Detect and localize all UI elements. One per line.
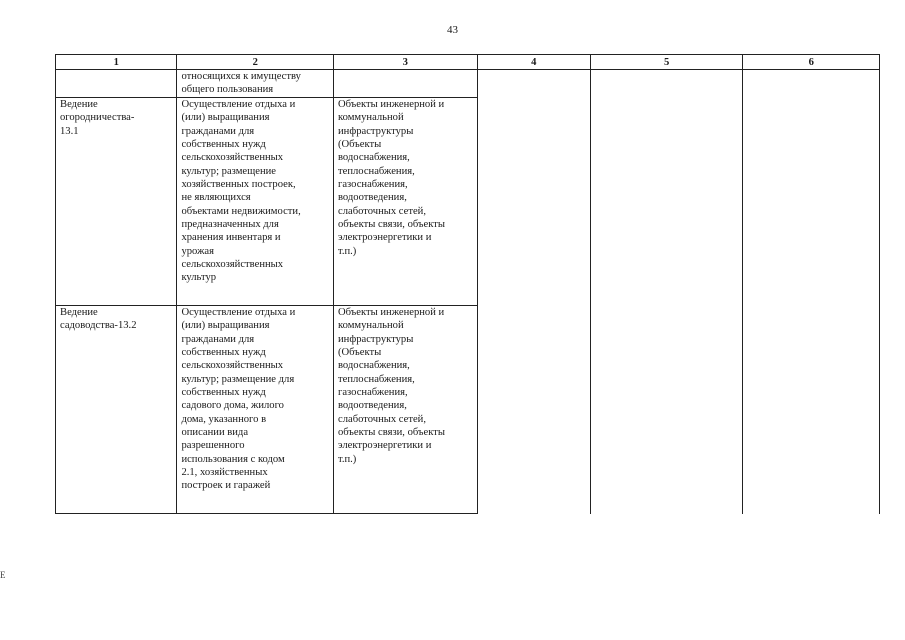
cell-line: Ведение [60,307,98,318]
cell-line: сельскохозяйственных [181,152,284,164]
cell-line: инфраструктуры [338,333,414,345]
header-col-5: 5 [590,55,743,70]
cell-line: инфраструктуры [338,125,414,137]
cell-activity-description [177,306,334,514]
cell-infrastructure [334,306,478,514]
cell-line: Объекты инженерной и [338,307,445,318]
cell-line: садового дома, жилого [181,400,284,412]
cell-line: слаботочных сетей, [338,413,426,425]
header-row [56,55,880,70]
cell-activity-description [177,98,334,306]
cell-line: садоводства-13.2 [60,320,137,332]
cell-line: дома, указанного в [181,413,267,425]
cell-line: сельскохозяйственных [181,360,284,372]
cell-line: электроэнергетики и [338,232,432,244]
cell-line: 13.1 [60,125,79,137]
cell-line: (Объекты [338,139,382,151]
cell-activity-name [56,306,177,514]
cell-line: водоснабжения, [338,360,410,372]
cell-line: описании вида [181,427,249,439]
cell-line: хранения инвентаря и [181,232,281,244]
cell-line: теплоснабжения, [338,373,415,385]
cell-line: электроэнергетики и [338,440,432,452]
cell-line: относящихся к имуществу [181,71,301,82]
cell-line: газоснабжения, [338,387,408,399]
cell-line: т.п.) [338,245,357,257]
header-col-2: 2 [177,55,334,70]
cell-line: Осуществление отдыха и [181,307,296,318]
cell-line: не являющихся [181,192,251,204]
empty-column-5 [590,70,743,514]
cell-line: теплоснабжения, [338,165,415,177]
header-col-6: 6 [743,55,880,70]
cell-infrastructure [334,98,478,306]
cell-line: культур; размещение для [181,373,295,385]
empty-column-6 [743,70,880,514]
cell-line: сельскохозяйственных [181,259,284,271]
cell-line: Ведение [60,99,98,110]
cell-line: водоотведения, [338,192,407,204]
cell-line: гражданами для [181,333,255,345]
cell-line: собственных нужд [181,387,266,399]
page-number: 43 [447,24,458,36]
cell-line: объектами недвижимости, [181,205,301,217]
cell-line: собственных нужд [181,139,266,151]
cell-line: 2.1, хозяйственных [181,467,268,479]
cell-line: культур; размещение [181,165,276,177]
cell-line: собственных нужд [181,347,266,359]
cell-line: гражданами для [181,125,255,137]
land-use-table [55,54,880,514]
cell-line: культур [181,272,217,284]
cell-line: (или) выращивания [181,320,270,332]
cell-line: объекты связи, объекты [338,219,445,231]
cell-line: Объекты инженерной и [338,99,445,110]
cell-line: урожая [181,245,214,257]
cell-line: слаботочных сетей, [338,205,426,217]
header-col-4: 4 [477,55,590,70]
cell-line: Осуществление отдыха и [181,99,296,110]
cell-line: предназначенных для [181,219,279,231]
cell-line: (или) выращивания [181,112,270,124]
cell-line: газоснабжения, [338,179,408,191]
cell-line: построек и гаражей [181,480,271,492]
cell-line: коммунальной [338,320,404,332]
cell-line: общего пользования [181,84,274,96]
cell-line: водоснабжения, [338,152,410,164]
cell-continuation-col1 [56,70,177,98]
cell-line: т.п.) [338,453,357,465]
cell-line: коммунальной [338,112,404,124]
cell-line: (Объекты [338,347,382,359]
header-col-1: 1 [56,55,177,70]
empty-column-4 [477,70,590,514]
table-row-continuation [56,70,880,98]
cell-line: водоотведения, [338,400,407,412]
cell-continuation-col2 [177,70,334,98]
cell-line: разрешенного [181,440,245,452]
edge-mark: E [0,570,6,580]
header-col-3: 3 [334,55,478,70]
cell-line: огородничества- [60,112,135,124]
cell-continuation-col3 [334,70,478,98]
cell-line: использования с кодом [181,453,285,465]
cell-line: объекты связи, объекты [338,427,445,439]
cell-line: хозяйственных построек, [181,179,296,191]
cell-activity-name [56,98,177,306]
